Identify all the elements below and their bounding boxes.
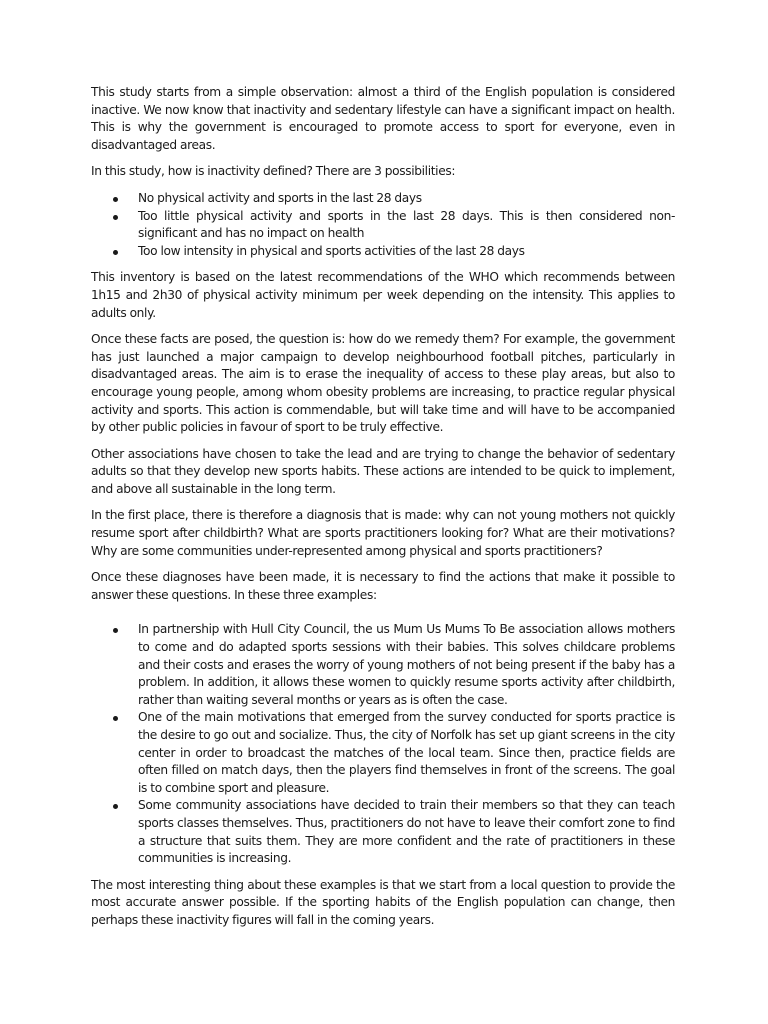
list-item: No physical activity and sports in the last 28 days	[91, 190, 675, 208]
document-page	[91, 84, 675, 939]
bullet-icon	[113, 197, 118, 202]
list-item: Too little physical activity and sports in the last 28 days. This is then considered non-significant and has no impact on health	[91, 208, 675, 243]
bullet-icon	[113, 628, 118, 633]
examples-list	[91, 621, 675, 867]
definitions-list	[91, 190, 675, 260]
remedy-paragraph: Once these facts are posed, the question is: how do we remedy them? For example, the government has just launched a major campaign to develop neighbourhood football pitches, particularly in disadvantaged areas. The aim is to erase the inequality of access to these play areas, but also to encourage young people, among whom obesity problems are increasing, to practice regular physical activity and sports. This action is commendable, but will take time and will have to be accompanied by other public policies in favour of sport to be truly effective.	[91, 332, 675, 435]
spacer	[91, 613, 675, 621]
list-item: Too low intensity in physical and sports activities of the last 28 days	[91, 243, 675, 261]
bullet-icon	[113, 804, 118, 809]
list-item: One of the main motivations that emerged from the survey conducted for sports practice is the desire to go out and socialize. Thus, the city of Norfolk has set up giant screens in the city center in order to broadcast the matches of the local team. Since then, practice fields are often filled on match days, then the players find themselves in front of the screens. The goal is to combine sport and pleasure.	[91, 709, 675, 797]
bullet-icon	[113, 716, 118, 721]
who-paragraph: This inventory is based on the latest recommendations of the WHO which recommends between 1h15 and 2h30 of physical activity minimum per week depending on the intensity. This applies to adults only.	[91, 270, 675, 320]
intro-paragraph: This study starts from a simple observation: almost a third of the English population is considered inactive. We now know that inactivity and sedentary lifestyle can have a significant impact on health. This is why the government is encouraged to promote access to sport for everyone, even in disadvantaged areas.	[91, 85, 675, 152]
bullet-icon	[113, 250, 118, 255]
definition-question-paragraph: In this study, how is inactivity defined? There are 3 possibilities:	[91, 164, 456, 179]
list-item: Some community associations have decided to train their members so that they can teach sports classes themselves. Thus, practitioners do not have to leave their comfort zone to find a structure that suits them. They are more confident and the rate of practitioners in these communities is increasing.	[91, 797, 675, 867]
list-item: In partnership with Hull City Council, the us Mum Us Mums To Be association allows mothers to come and do adapted sports sessions with their babies. This solves childcare problems and their costs and erases the worry of young mothers of not being present if the baby has a problem. In addition, it allows these women to quickly resume sports activity after childbirth, rather than waiting several months or years as is often the case.	[91, 621, 675, 709]
bullet-icon	[113, 215, 118, 220]
diagnosis-paragraph: In the first place, there is therefore a diagnosis that is made: why can not young mothers not quickly resume sport after childbirth? What are sports practitioners looking for? What are their motivations? Why are some communities under-represented among physical and sports practitioners?	[91, 508, 675, 558]
actions-paragraph: Once these diagnoses have been made, it is necessary to find the actions that make it possible to answer these questions. In these three examples:	[91, 570, 675, 602]
conclusion-paragraph: The most interesting thing about these examples is that we start from a local question to provide the most accurate answer possible. If the sporting habits of the English population can change, then perhaps these inactivity figures will fall in the coming years.	[91, 877, 675, 927]
associations-paragraph: Other associations have chosen to take the lead and are trying to change the behavior of sedentary adults so that they develop new sports habits. These actions are intended to be quick to implement, and above all sustainable in the long term.	[91, 446, 675, 496]
